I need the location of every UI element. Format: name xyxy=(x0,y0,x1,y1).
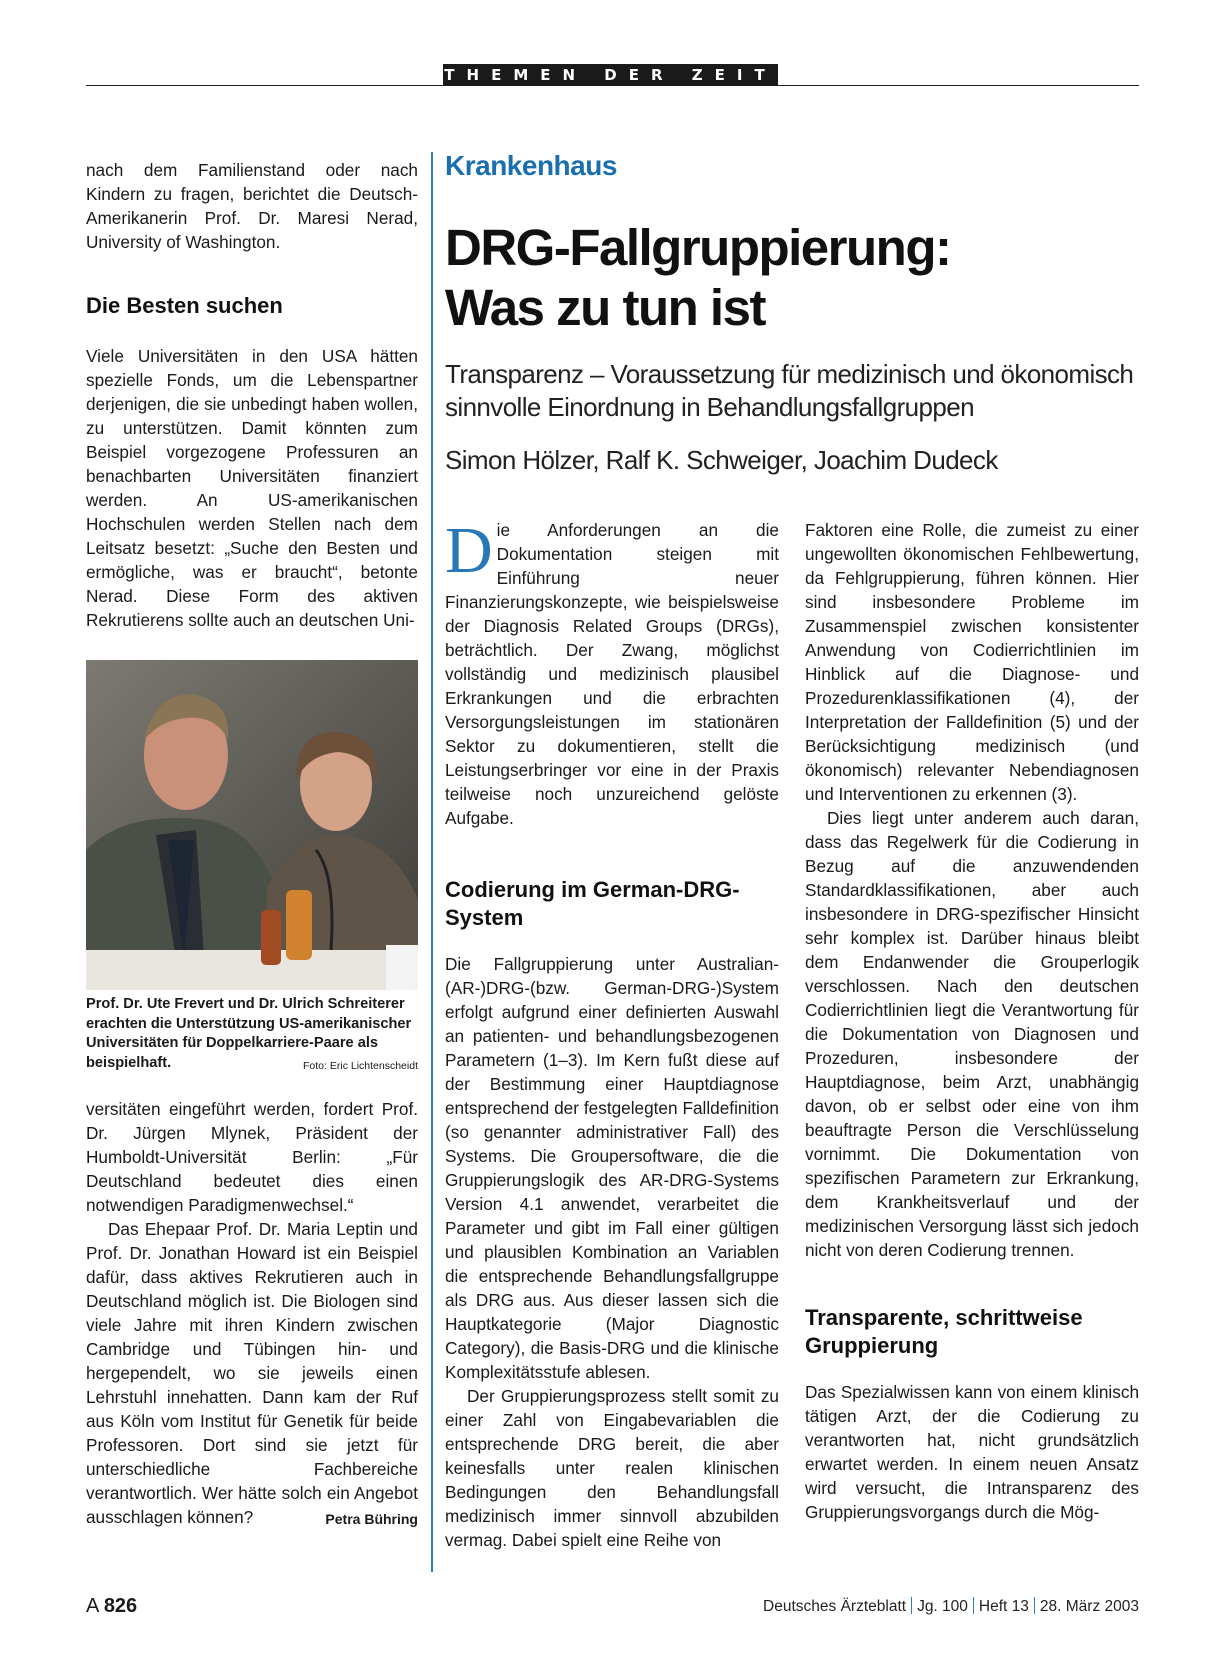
c2-para1: Die Fallgruppierung unter Australian-(AR-)DRG-(bzw. German-DRG-)System erfolgt aufgrund einer definierten Auswahl an patienten- und behandlungsbezogenen Parametern (1–3). Im Kern fußt diese auf der Bestimmung einer Hauptdiagnose entsprechend der festgelegten Falldefinition (so genannter administrativer Fall) des Systems. Die Groupersoftware, die die Gruppierungslogik des AR-DRG-Systems Version 4.1 anwendet, verarbeitet die Parameter und gibt im Fall einer gültigen und plausiblen Kombination an Variablen die entsprechende Behandlungsfallgruppe als DRG aus. Aus dieser lassen sich die Hauptkategorie (Major Diagnostic Category), die Basis-DRG und die klinische Komplexitätsstufe ablesen. xyxy=(445,954,779,1382)
article-headline xyxy=(445,218,1145,338)
drop-cap: D xyxy=(445,514,493,587)
journal-name: Deutsches Ärzteblatt xyxy=(763,1598,907,1615)
footer-journal-info xyxy=(763,1596,1139,1618)
article-column-3 xyxy=(805,518,1139,1524)
left-para2: versitäten eingeführt werden, fordert Prof. Dr. Jürgen Mlynek, Präsident der Humboldt-Universität Berlin: „Für Deutschland bedeutet dies einen notwendigen Paradigmenwechsel.“ xyxy=(86,1099,418,1215)
article-column-2 xyxy=(445,514,779,1552)
photo-credit: Foto: Eric Lichtenscheidt xyxy=(303,1059,418,1072)
subhead-transparente: Transparente, schrittweise Gruppierung xyxy=(805,1305,1083,1358)
left-subhead: Die Besten suchen xyxy=(86,293,283,318)
left-para1: Viele Universitäten in den USA hätten spezielle Fonds, um die Lebenspartner derjenigen, die sie unbedingt haben wollen, zu unterstützen. Damit könnten zum Beispiel vorgezogene Professuren an benachbarten Universitäten finanziert werden. An US-amerikanischen Hochschulen werden Stellen nach dem Leitsatz besetzt: „Suche den Besten und ermögliche, was er braucht“, betonte Nerad. Diese Form des aktiven Rekrutierens sollte auch an deutschen Uni- xyxy=(86,346,418,630)
footer-sep xyxy=(911,1597,912,1614)
page-number-value: 826 xyxy=(103,1595,138,1617)
footer-sep xyxy=(973,1597,974,1614)
footer-sep xyxy=(1034,1597,1035,1614)
left-para3 xyxy=(86,1217,418,1529)
author-signature: Petra Bühring xyxy=(325,1511,418,1527)
left-para3-text: Das Ehepaar Prof. Dr. Maria Leptin und Prof. Dr. Jonathan Howard ist ein Beispiel dafür, dass aktives Rekrutieren auch in Deutschland möglich ist. Die Biologen sind viele Jahre mit ihren Kindern zwischen Cambridge und Tübingen hin- und hergependelt, wo sie jeweils einen Lehrstuhl innehatten. Dann kam der Ruf aus Köln vom Institut für Genetik für beide Professoren. Dort sind sie jetzt für unterschiedliche Fachbereiche verantwortlich. Wer hätte solch ein Angebot ausschlagen können? xyxy=(86,1219,418,1527)
headline-line2: Was zu tun ist xyxy=(445,279,765,336)
article-kicker: Krankenhaus xyxy=(445,150,617,181)
c2-para2: Der Gruppierungsprozess stellt somit zu einer Zahl von Eingabevariablen die entsprechende DRG bereit, die aber keinesfalls unter realen klinischen Bedingungen den Behandlungsfall medizinisch immer sinnvoll abzubilden vermag. Dabei spielt eine Reihe von xyxy=(445,1386,779,1550)
intro-text: ie Anforderungen an die Dokumentation steigen mit Einführung neuer Finanzierungskonzepte, wie beispielsweise der Diagnosis Related Groups (DRGs), beträchtlich. Der Zwang, möglichst vollständig und medizinisch plausibel Erkrankungen und die erbrachten Versorgungsleistungen im stationären Sektor zu dokumentieren, stellt die Leistungserbringer vor eine in der Praxis teilweise noch unzureichend gelöste Aufgabe. xyxy=(445,520,779,828)
c3-para2: Dies liegt unter anderem auch daran, dass das Regelwerk für die Codierung in Bezug auf die anzuwendenden Standardklassifikationen, aber auch insbesondere in DRG-spezifischer Hinsicht sehr komplex ist. Darüber hinaus bleibt dem Endanwender die Grouperlogik verschlossen. Nach den deutschen Codierrichtlinien liegt die Verantwortung für die Dokumentation von Diagnosen und Prozeduren, insbesondere der Hauptdiagnose, beim Arzt, unabhängig davon, ob er selbst oder eine von ihm beauftragte Person die Verschlüsselung vornimmt. Die Dokumentation von spezifischen Parametern zur Erkrankung, dem Krankheitsverlauf und der medizinischen Versorgung lässt sich jedoch nicht von deren Codierung trennen. xyxy=(805,808,1139,1260)
caption-text: Prof. Dr. Ute Frevert und Dr. Ulrich Schreiterer erachten die Unterstützung US-amerikanischer Universitäten für Doppelkarriere-Paare als beispielhaft. xyxy=(86,996,412,1071)
photo-caption xyxy=(86,995,418,1076)
article-subtitle: Transparenz – Voraussetzung für medizinisch und ökonomisch sinnvolle Einordnung in Behandlungsfallgruppen xyxy=(445,359,1134,422)
photo-panel-discussion xyxy=(86,660,418,990)
journal-date: 28. März 2003 xyxy=(1039,1598,1139,1615)
headline-line1: DRG-Fallgruppierung: xyxy=(445,219,951,276)
column-divider xyxy=(431,152,433,1572)
intro-paragraph xyxy=(445,514,779,830)
section-label: THEMEN DER ZEIT xyxy=(444,66,777,84)
left-column-top xyxy=(86,158,418,632)
journal-volume: Jg. 100 xyxy=(917,1598,968,1615)
c3-para3: Das Spezialwissen kann von einem klinisch tätigen Arzt, der die Codierung zu verantworten hat, nicht grundsätzlich erwartet werden. In einem neuen Ansatz wird versucht, die Intransparenz des Gruppierungsvorgangs durch die Mög- xyxy=(805,1382,1139,1522)
c3-para1: Faktoren eine Rolle, die zumeist zu einer ungewollten ökonomischen Fehlbewertung, da Fehlgruppierung, führen können. Hier sind insbesondere Probleme im Zusammenspiel zwischen konsistenter Anwendung von Codierrichtlinien im Hinblick auf die Diagnose- und Prozedurenklassifikationen (4), der Interpretation der Falldefinition (5) und der Berücksichtigung medizinisch (und ökonomisch) relevanter Nebendiagnosen und Interventionen zu erkennen (3). xyxy=(805,520,1139,804)
journal-issue: Heft 13 xyxy=(978,1598,1029,1615)
left-top-text: nach dem Familienstand oder nach Kindern zu fragen, berichtet die Deutsch-Amerikanerin Prof. Dr. Maresi Nerad, University of Washington. xyxy=(86,160,418,252)
article-authors: Simon Hölzer, Ralf K. Schweiger, Joachim Dudeck xyxy=(445,445,998,475)
left-column-bottom xyxy=(86,1097,418,1531)
subhead-codierung: Codierung im German-DRG-System xyxy=(445,877,740,930)
photo-image xyxy=(86,660,418,990)
page-number xyxy=(86,1594,137,1618)
page-prefix: A xyxy=(86,1595,99,1617)
